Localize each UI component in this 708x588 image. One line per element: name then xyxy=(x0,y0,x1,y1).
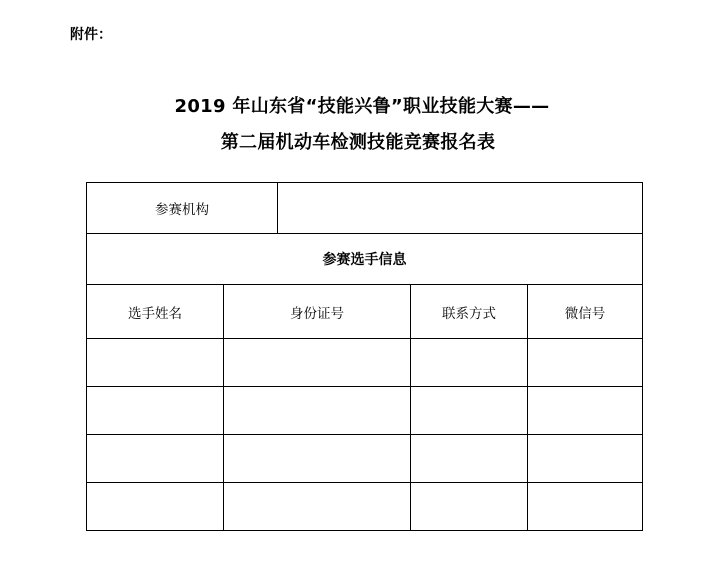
name-cell[interactable] xyxy=(87,435,224,483)
org-label: 参赛机构 xyxy=(87,183,278,234)
id-number-cell[interactable] xyxy=(224,435,411,483)
contact-cell[interactable] xyxy=(411,339,528,387)
wechat-cell[interactable] xyxy=(528,435,643,483)
registration-form-table xyxy=(86,182,643,531)
contact-cell[interactable] xyxy=(411,435,528,483)
section-row xyxy=(87,234,643,285)
header-row xyxy=(87,285,643,339)
table-row xyxy=(87,387,643,435)
name-cell[interactable] xyxy=(87,387,224,435)
form-title-line-2: 第二届机动车检测技能竞赛报名表 xyxy=(220,132,496,153)
form-title-line-1: 2019 年山东省“技能兴鲁”职业技能大赛—— xyxy=(174,96,550,117)
id-number-cell[interactable] xyxy=(224,339,411,387)
org-row xyxy=(87,183,643,234)
org-value-field[interactable] xyxy=(278,183,643,234)
name-cell[interactable] xyxy=(87,483,224,531)
table-row xyxy=(87,483,643,531)
section-title: 参赛选手信息 xyxy=(87,234,643,285)
column-header-wechat: 微信号 xyxy=(528,285,643,339)
id-number-cell[interactable] xyxy=(224,483,411,531)
wechat-cell[interactable] xyxy=(528,483,643,531)
table-row xyxy=(87,435,643,483)
wechat-cell[interactable] xyxy=(528,339,643,387)
column-header-contact: 联系方式 xyxy=(411,285,528,339)
column-header-name: 选手姓名 xyxy=(87,285,224,339)
name-cell[interactable] xyxy=(87,339,224,387)
id-number-cell[interactable] xyxy=(224,387,411,435)
wechat-cell[interactable] xyxy=(528,387,643,435)
column-header-id-number: 身份证号 xyxy=(224,285,411,339)
contact-cell[interactable] xyxy=(411,483,528,531)
contact-cell[interactable] xyxy=(411,387,528,435)
attachment-label: 附件： xyxy=(70,27,112,43)
table-row xyxy=(87,339,643,387)
